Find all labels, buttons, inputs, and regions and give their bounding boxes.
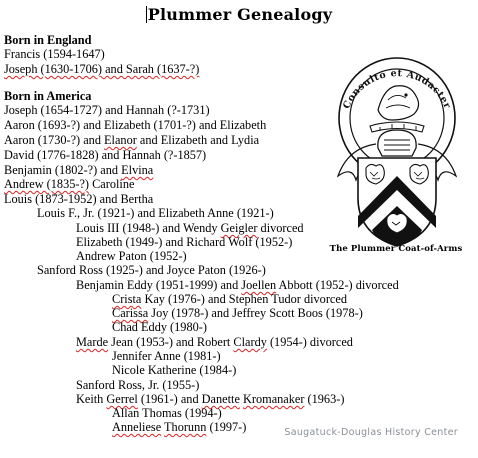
line-text: Jean (1953-) and Robert: [108, 335, 234, 349]
line-text: Louis F., Jr. (1921-) and Elizabeth Anne (1921-): [37, 206, 274, 220]
flagged-word: Clardy: [233, 335, 267, 349]
genealogy-line: [4, 148, 206, 162]
genealogy-line: [76, 235, 292, 249]
page-title: [0, 5, 478, 24]
line-text: Aaron (1730-?) and: [4, 133, 105, 147]
line-text: (1963-): [304, 392, 345, 406]
line-text: (1961-) and: [137, 392, 202, 406]
genealogy-line: [76, 378, 199, 392]
flagged-word: Crista: [112, 292, 142, 306]
genealogy-line: [4, 118, 266, 132]
genealogy-line: [112, 349, 221, 363]
line-text: and Elizabeth and Lydia: [136, 133, 260, 147]
genealogy-line: [4, 47, 105, 61]
page-title-text: Plummer Genealogy: [147, 5, 333, 24]
crest-caption: The Plummer Coat-of-Arms: [329, 244, 463, 254]
flagged-word: Danette: [201, 392, 240, 406]
genealogy-line: [4, 177, 134, 191]
genealogy-line: [112, 406, 222, 420]
genealogy-line: [76, 249, 187, 263]
flagged-word: Kromanaker: [243, 392, 305, 406]
crest-motto: Consulto et Audacter: [341, 68, 453, 111]
genealogy-line: [76, 335, 353, 349]
line-text: Jennifer Anne (1981-): [112, 349, 221, 363]
line-text: Joseph (1654-1727) and Hannah (?-1731): [4, 103, 210, 117]
genealogy-line: [112, 306, 363, 320]
flagged-word: Elvina: [121, 163, 154, 177]
genealogy-line: [112, 363, 236, 377]
line-text: Louis III (1948-) and Wendy: [76, 221, 221, 235]
genealogy-line: [4, 133, 259, 147]
line-text: Benjamin Eddy (1951-1999) and: [76, 278, 242, 292]
flagged-word: Marde: [76, 335, 109, 349]
flagged-word: Elanor: [104, 133, 137, 147]
flagged-word: Thorunn: [164, 420, 207, 434]
line-text: Allan Thomas (1994-): [112, 406, 222, 420]
flagged-word: Joseph (1630-1706) and Sarah (1637-?): [4, 62, 200, 76]
line-text: Sanford Ross, Jr. (1955-): [76, 378, 200, 392]
genealogy-line: [112, 292, 347, 306]
genealogy-line: [4, 192, 153, 206]
genealogy-line: [37, 263, 266, 277]
line-text: Nicole Katherine (1984-): [112, 363, 237, 377]
line-text: Sanford Ross (1925-) and Joyce Paton (1926-): [37, 263, 266, 277]
line-text: Kay (1976-) and Stephen Tudor divorced: [141, 292, 347, 306]
genealogy-line: [4, 163, 153, 177]
genealogy-line: [4, 103, 210, 117]
coat-of-arms-image: [326, 48, 468, 253]
genealogy-line: [112, 320, 207, 334]
genealogy-line: [76, 278, 399, 292]
genealogy-line: [37, 206, 274, 220]
england-heading: Born in England: [4, 33, 92, 47]
genealogy-line: [4, 62, 199, 76]
line-text: Chad Eddy (1980-): [112, 320, 207, 334]
flagged-word: Andrew (1835-?): [4, 177, 90, 191]
flagged-word: Joellen: [241, 278, 277, 292]
line-text: Louis (1873-1952) and Bertha: [4, 192, 154, 206]
line-text: Caroline: [89, 177, 135, 191]
line-text: Abbott (1952-) divorced: [276, 278, 399, 292]
genealogy-line: [76, 221, 304, 235]
flagged-word: Geigler: [220, 221, 258, 235]
text-cursor: [146, 6, 147, 23]
flagged-word: Carissa: [112, 306, 149, 320]
line-text: Elizabeth (1949-) and Richard Wolf (1952-): [76, 235, 293, 249]
america-heading: Born in America: [4, 89, 92, 103]
flagged-word: Gerrel: [106, 392, 138, 406]
line-text: Joy (1978-) and Jeffrey Scott Boos (1978-): [148, 306, 363, 320]
line-text: Francis (1594-1647): [4, 47, 105, 61]
line-text: (1997-): [206, 420, 247, 434]
line-text: (1954-) divorced: [266, 335, 353, 349]
line-text: Benjamin (1802-?) and: [4, 163, 122, 177]
watermark-text: Saugatuck-Douglas History Center: [284, 427, 458, 438]
genealogy-line: [112, 420, 246, 434]
line-text: divorced: [257, 221, 304, 235]
line-text: Aaron (1693-?) and Elizabeth (1701-?) and Elizabeth: [4, 118, 267, 132]
line-text: Keith: [76, 392, 107, 406]
flagged-word: Anneliese: [112, 420, 162, 434]
line-text: David (1776-1828) and Hannah (?-1857): [4, 148, 207, 162]
genealogy-line: [76, 392, 344, 406]
line-text: Andrew Paton (1952-): [76, 249, 187, 263]
